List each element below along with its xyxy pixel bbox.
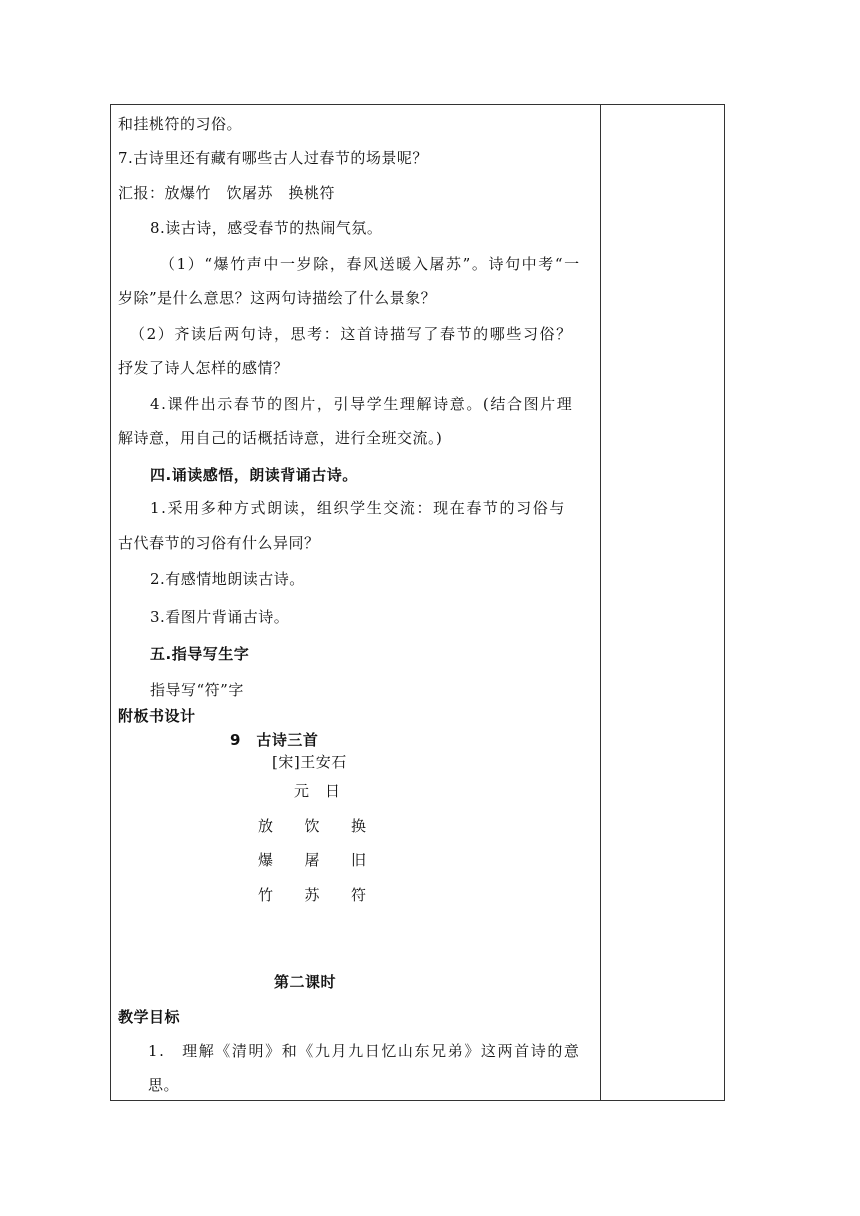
text-line: 2.有感情地朗读古诗。 (150, 570, 305, 588)
text-line: 4.课件出示春节的图片，引导学生理解诗意。(结合图片理 (150, 395, 574, 413)
section-heading-5: 五.指导写生字 (150, 645, 250, 663)
text-line: 8.读古诗，感受春节的热闹气氛。 (150, 219, 383, 237)
text-line: 1.采用多种方式朗读，组织学生交流：现在春节的习俗与 (150, 499, 566, 517)
teaching-goals-heading: 教学目标 (118, 1008, 181, 1026)
board-poem-title: 元 日 (294, 782, 341, 800)
section-heading-4: 四.诵读感悟，朗读背诵古诗。 (150, 466, 358, 484)
text-line: （1）“爆竹声中一岁除，春风送暖入屠苏”。诗句中考“一 (160, 255, 581, 273)
board-row: 竹 苏 符 (258, 886, 367, 904)
text-line: 汇报：放爆竹 饮屠苏 换桃符 (118, 184, 336, 202)
text-line: 岁除”是什么意思？这两句诗描绘了什么景象？ (118, 289, 437, 307)
text-line: 解诗意，用自己的话概括诗意，进行全班交流。) (118, 429, 443, 447)
column-divider (600, 104, 601, 1101)
text-line: 指导写“符”字 (150, 681, 244, 699)
board-design-heading: 附板书设计 (118, 707, 196, 725)
board-author: [宋]王安石 (272, 753, 347, 771)
text-line: 思。 (148, 1076, 180, 1094)
text-line: （2）齐读后两句诗，思考：这首诗描写了春节的哪些习俗？ (130, 325, 573, 343)
board-row: 放 饮 换 (258, 817, 367, 835)
text-line: 1. 理解《清明》和《九月九日忆山东兄弟》这两首诗的意 (148, 1042, 581, 1060)
text-line: 7.古诗里还有藏有哪些古人过春节的场景呢？ (118, 149, 428, 167)
board-row: 爆 屠 旧 (258, 851, 367, 869)
text-line: 和挂桃符的习俗。 (118, 115, 243, 133)
text-line: 抒发了诗人怎样的感情？ (118, 359, 289, 377)
text-line: 3.看图片背诵古诗。 (150, 608, 290, 626)
board-title: 9 古诗三首 (230, 731, 319, 749)
lesson-two-heading: 第二课时 (274, 973, 337, 991)
text-line: 古代春节的习俗有什么异同？ (118, 534, 320, 552)
